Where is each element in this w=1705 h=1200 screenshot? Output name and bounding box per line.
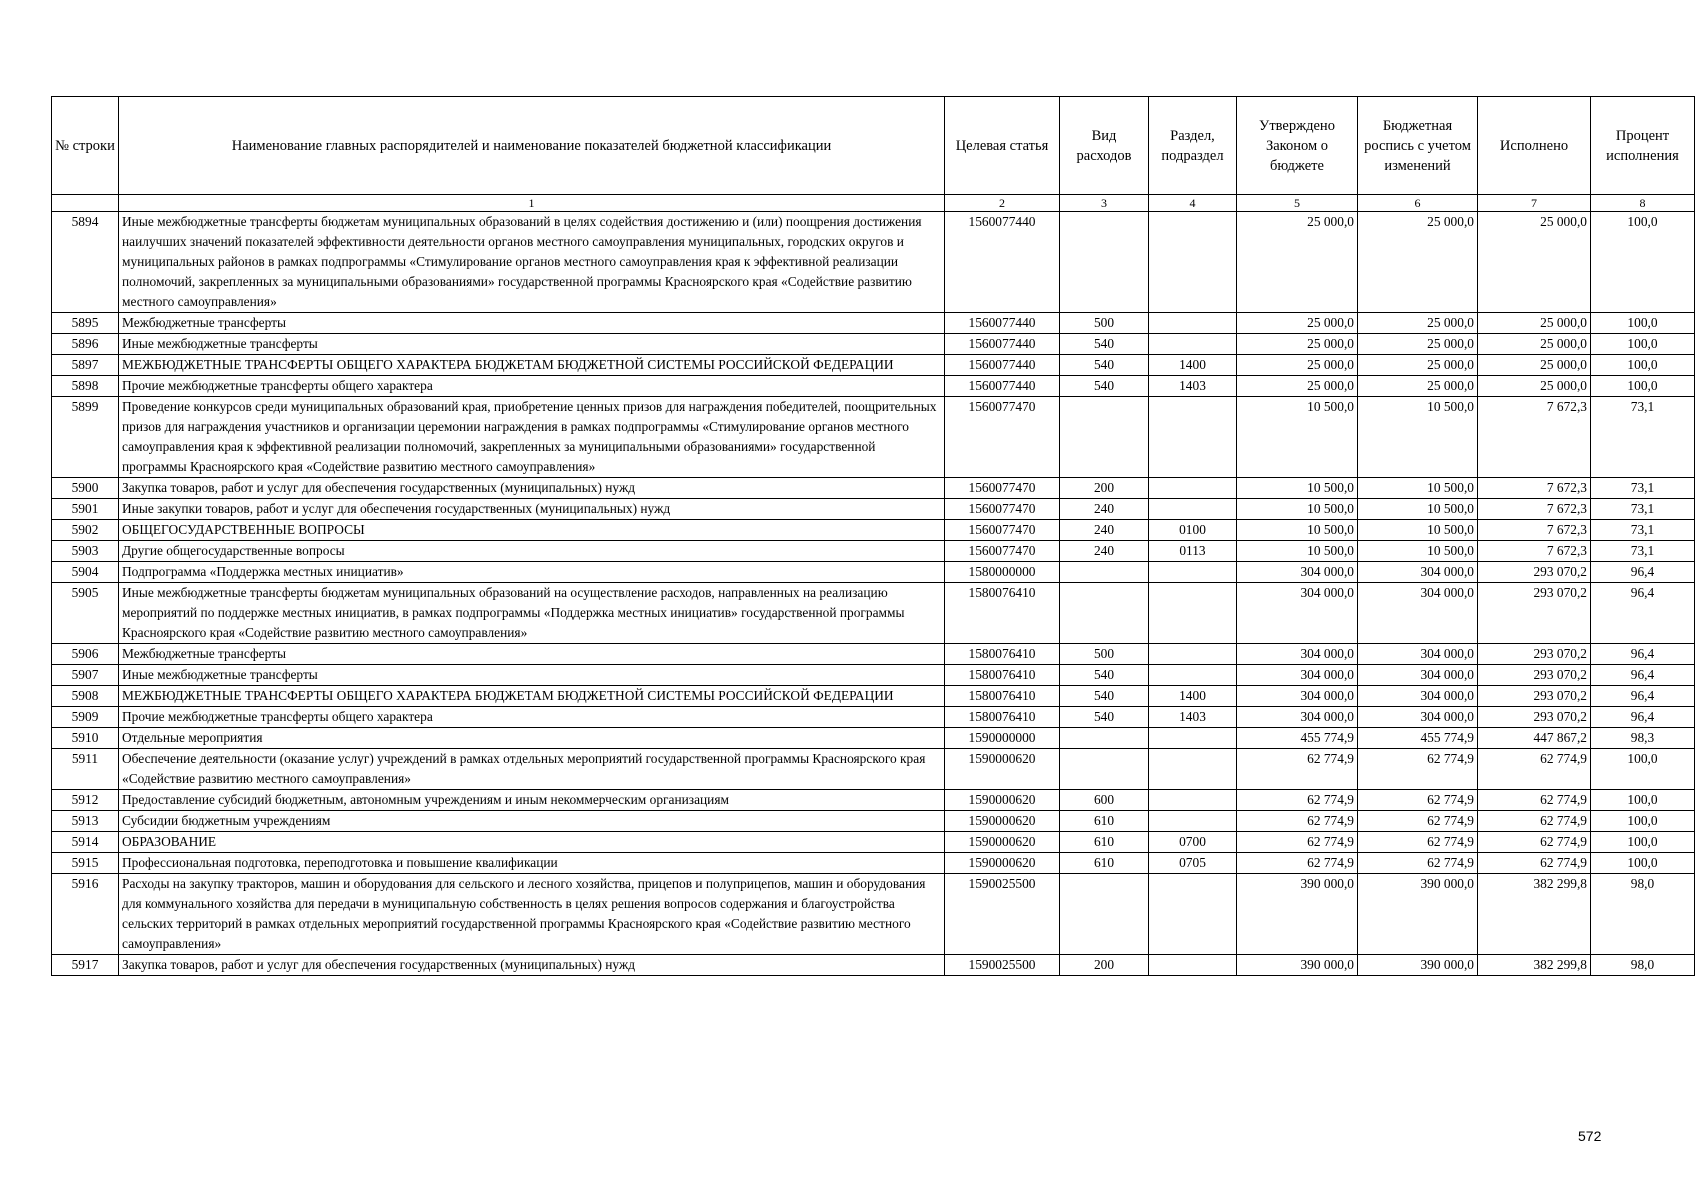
header-section: Раздел, подраздел (1149, 97, 1237, 195)
execution-percent: 96,4 (1591, 562, 1695, 583)
item-name: Другие общегосударственные вопросы (119, 541, 945, 562)
schedule-amount: 10 500,0 (1358, 397, 1478, 478)
execution-percent: 100,0 (1591, 313, 1695, 334)
item-name: ОБЩЕГОСУДАРСТВЕННЫЕ ВОПРОСЫ (119, 520, 945, 541)
target-article: 1560077470 (945, 541, 1060, 562)
column-number: 8 (1591, 195, 1695, 212)
item-name: Обеспечение деятельности (оказание услуг) учреждений в рамках отдельных мероприятий государственной программы Красноярского края «Содействие развитию местного самоуправления» (119, 749, 945, 790)
schedule-amount: 25 000,0 (1358, 355, 1478, 376)
executed-amount: 293 070,2 (1478, 562, 1591, 583)
schedule-amount: 304 000,0 (1358, 583, 1478, 644)
expense-type: 200 (1060, 478, 1149, 499)
table-row (52, 334, 1695, 355)
schedule-amount: 304 000,0 (1358, 686, 1478, 707)
approved-amount: 62 774,9 (1237, 749, 1358, 790)
approved-amount: 25 000,0 (1237, 313, 1358, 334)
target-article: 1590000620 (945, 790, 1060, 811)
schedule-amount: 62 774,9 (1358, 749, 1478, 790)
execution-percent: 100,0 (1591, 749, 1695, 790)
column-number: 4 (1149, 195, 1237, 212)
row-number: 5908 (52, 686, 119, 707)
execution-percent: 96,4 (1591, 665, 1695, 686)
section-code (1149, 790, 1237, 811)
item-name: Прочие межбюджетные трансферты общего характера (119, 376, 945, 397)
approved-amount: 62 774,9 (1237, 790, 1358, 811)
table-row (52, 520, 1695, 541)
schedule-amount: 25 000,0 (1358, 334, 1478, 355)
target-article: 1560077440 (945, 355, 1060, 376)
executed-amount: 25 000,0 (1478, 334, 1591, 355)
row-number: 5906 (52, 644, 119, 665)
row-number: 5909 (52, 707, 119, 728)
table-row (52, 397, 1695, 478)
expense-type: 240 (1060, 541, 1149, 562)
header-name: Наименование главных распорядителей и наименование показателей бюджетной классификации (119, 97, 945, 195)
target-article: 1580076410 (945, 644, 1060, 665)
executed-amount: 7 672,3 (1478, 520, 1591, 541)
table-row (52, 832, 1695, 853)
execution-percent: 96,4 (1591, 707, 1695, 728)
row-number: 5905 (52, 583, 119, 644)
expense-type (1060, 212, 1149, 313)
row-number: 5901 (52, 499, 119, 520)
expense-type: 610 (1060, 853, 1149, 874)
target-article: 1590000000 (945, 728, 1060, 749)
item-name: Межбюджетные трансферты (119, 313, 945, 334)
table-row (52, 811, 1695, 832)
expense-type (1060, 397, 1149, 478)
column-number: 5 (1237, 195, 1358, 212)
item-name: Иные межбюджетные трансферты (119, 665, 945, 686)
target-article: 1580076410 (945, 665, 1060, 686)
row-number: 5911 (52, 749, 119, 790)
execution-percent: 100,0 (1591, 832, 1695, 853)
execution-percent: 73,1 (1591, 478, 1695, 499)
item-name: Иные межбюджетные трансферты (119, 334, 945, 355)
row-number: 5898 (52, 376, 119, 397)
schedule-amount: 25 000,0 (1358, 313, 1478, 334)
expense-type (1060, 728, 1149, 749)
approved-amount: 304 000,0 (1237, 665, 1358, 686)
execution-percent: 96,4 (1591, 686, 1695, 707)
schedule-amount: 455 774,9 (1358, 728, 1478, 749)
row-number: 5902 (52, 520, 119, 541)
expense-type: 600 (1060, 790, 1149, 811)
table-row (52, 665, 1695, 686)
approved-amount: 10 500,0 (1237, 397, 1358, 478)
section-code (1149, 499, 1237, 520)
executed-amount: 293 070,2 (1478, 665, 1591, 686)
table-row (52, 707, 1695, 728)
executed-amount: 62 774,9 (1478, 790, 1591, 811)
schedule-amount: 10 500,0 (1358, 499, 1478, 520)
target-article: 1560077470 (945, 499, 1060, 520)
schedule-amount: 10 500,0 (1358, 541, 1478, 562)
section-code (1149, 665, 1237, 686)
table-row (52, 499, 1695, 520)
row-number: 5903 (52, 541, 119, 562)
schedule-amount: 10 500,0 (1358, 520, 1478, 541)
target-article: 1580076410 (945, 686, 1060, 707)
expense-type (1060, 749, 1149, 790)
table-row (52, 478, 1695, 499)
row-number: 5913 (52, 811, 119, 832)
row-number: 5910 (52, 728, 119, 749)
section-code: 0100 (1149, 520, 1237, 541)
executed-amount: 62 774,9 (1478, 832, 1591, 853)
execution-percent: 98,0 (1591, 874, 1695, 955)
target-article: 1560077440 (945, 376, 1060, 397)
approved-amount: 10 500,0 (1237, 478, 1358, 499)
item-name: Отдельные мероприятия (119, 728, 945, 749)
executed-amount: 7 672,3 (1478, 478, 1591, 499)
execution-percent: 100,0 (1591, 811, 1695, 832)
header-row-number: № строки (52, 97, 119, 195)
header-approved: Утверждено Законом о бюджете (1237, 97, 1358, 195)
execution-percent: 96,4 (1591, 583, 1695, 644)
approved-amount: 62 774,9 (1237, 832, 1358, 853)
schedule-amount: 62 774,9 (1358, 853, 1478, 874)
executed-amount: 62 774,9 (1478, 853, 1591, 874)
execution-percent: 73,1 (1591, 520, 1695, 541)
table-row (52, 955, 1695, 976)
item-name: Расходы на закупку тракторов, машин и оборудования для сельского и лесного хозяйства, прицепов и полуприцепов, машин и оборудования для коммунального хозяйства для передачи в муниципальную собственность в целях решения вопросов содержания и благоустройства сельских территорий в рамках отдельных мероприятий государственной программы Красноярского края «Содействие развитию местного самоуправления» (119, 874, 945, 955)
schedule-amount: 62 774,9 (1358, 811, 1478, 832)
section-code (1149, 749, 1237, 790)
expense-type: 540 (1060, 707, 1149, 728)
target-article: 1560077470 (945, 520, 1060, 541)
section-code: 1403 (1149, 376, 1237, 397)
row-number: 5895 (52, 313, 119, 334)
executed-amount: 25 000,0 (1478, 376, 1591, 397)
execution-percent: 73,1 (1591, 499, 1695, 520)
execution-percent: 100,0 (1591, 212, 1695, 313)
target-article: 1590000620 (945, 832, 1060, 853)
expense-type: 540 (1060, 334, 1149, 355)
header-row (52, 97, 1695, 195)
target-article: 1560077440 (945, 334, 1060, 355)
schedule-amount: 390 000,0 (1358, 874, 1478, 955)
row-number: 5914 (52, 832, 119, 853)
executed-amount: 7 672,3 (1478, 397, 1591, 478)
header-executed: Исполнено (1478, 97, 1591, 195)
item-name: Субсидии бюджетным учреждениям (119, 811, 945, 832)
expense-type (1060, 562, 1149, 583)
section-code (1149, 644, 1237, 665)
section-code (1149, 955, 1237, 976)
table-row (52, 874, 1695, 955)
target-article: 1560077470 (945, 397, 1060, 478)
item-name: Межбюджетные трансферты (119, 644, 945, 665)
approved-amount: 10 500,0 (1237, 541, 1358, 562)
approved-amount: 304 000,0 (1237, 686, 1358, 707)
column-number: 6 (1358, 195, 1478, 212)
schedule-amount: 10 500,0 (1358, 478, 1478, 499)
executed-amount: 62 774,9 (1478, 749, 1591, 790)
section-code (1149, 334, 1237, 355)
table-row (52, 313, 1695, 334)
schedule-amount: 25 000,0 (1358, 212, 1478, 313)
target-article: 1580076410 (945, 707, 1060, 728)
header-percent: Процент исполнения (1591, 97, 1695, 195)
page-number: 572 (1578, 1128, 1602, 1144)
item-name: МЕЖБЮДЖЕТНЫЕ ТРАНСФЕРТЫ ОБЩЕГО ХАРАКТЕРА БЮДЖЕТАМ БЮДЖЕТНОЙ СИСТЕМЫ РОССИЙСКОЙ ФЕДЕРАЦИИ (119, 686, 945, 707)
executed-amount: 25 000,0 (1478, 212, 1591, 313)
row-number: 5894 (52, 212, 119, 313)
expense-type: 610 (1060, 811, 1149, 832)
schedule-amount: 304 000,0 (1358, 644, 1478, 665)
section-code (1149, 728, 1237, 749)
column-number-row (52, 195, 1695, 212)
item-name: Подпрограмма «Поддержка местных инициатив» (119, 562, 945, 583)
table-body (52, 212, 1695, 976)
table-row (52, 376, 1695, 397)
item-name: Проведение конкурсов среди муниципальных образований края, приобретение ценных призов для награждения победителей, поощрительных призов для награждения участников и организации церемонии награждения в рамках подпрограммы «Стимулирование органов местного самоуправления края к эффективной реализации полномочий, закрепленных за муниципальными образованиями» государственной программы Красноярского края «Содействие развитию местного самоуправления» (119, 397, 945, 478)
table-row (52, 644, 1695, 665)
section-code: 1400 (1149, 686, 1237, 707)
header-expense-type: Вид расходов (1060, 97, 1149, 195)
schedule-amount: 62 774,9 (1358, 790, 1478, 811)
table-row (52, 749, 1695, 790)
schedule-amount: 304 000,0 (1358, 665, 1478, 686)
approved-amount: 62 774,9 (1237, 811, 1358, 832)
column-number: 2 (945, 195, 1060, 212)
approved-amount: 304 000,0 (1237, 707, 1358, 728)
item-name: Предоставление субсидий бюджетным, автономным учреждениям и иным некоммерческим организациям (119, 790, 945, 811)
section-code: 1403 (1149, 707, 1237, 728)
section-code (1149, 478, 1237, 499)
executed-amount: 293 070,2 (1478, 686, 1591, 707)
approved-amount: 25 000,0 (1237, 376, 1358, 397)
executed-amount: 25 000,0 (1478, 313, 1591, 334)
section-code (1149, 874, 1237, 955)
target-article: 1590025500 (945, 874, 1060, 955)
expense-type: 240 (1060, 499, 1149, 520)
execution-percent: 96,4 (1591, 644, 1695, 665)
expense-type: 240 (1060, 520, 1149, 541)
budget-table (51, 96, 1695, 976)
executed-amount: 447 867,2 (1478, 728, 1591, 749)
expense-type: 540 (1060, 355, 1149, 376)
column-number: 1 (119, 195, 945, 212)
approved-amount: 390 000,0 (1237, 874, 1358, 955)
expense-type: 500 (1060, 644, 1149, 665)
item-name: Закупка товаров, работ и услуг для обеспечения государственных (муниципальных) нужд (119, 478, 945, 499)
execution-percent: 100,0 (1591, 355, 1695, 376)
header-budget-schedule: Бюджетная роспись с учетом изменений (1358, 97, 1478, 195)
row-number: 5912 (52, 790, 119, 811)
schedule-amount: 304 000,0 (1358, 562, 1478, 583)
table-row (52, 562, 1695, 583)
item-name: МЕЖБЮДЖЕТНЫЕ ТРАНСФЕРТЫ ОБЩЕГО ХАРАКТЕРА БЮДЖЕТАМ БЮДЖЕТНОЙ СИСТЕМЫ РОССИЙСКОЙ ФЕДЕРАЦИИ (119, 355, 945, 376)
execution-percent: 98,3 (1591, 728, 1695, 749)
execution-percent: 100,0 (1591, 376, 1695, 397)
approved-amount: 10 500,0 (1237, 520, 1358, 541)
target-article: 1590000620 (945, 749, 1060, 790)
execution-percent: 100,0 (1591, 853, 1695, 874)
item-name: Иные закупки товаров, работ и услуг для обеспечения государственных (муниципальных) нужд (119, 499, 945, 520)
approved-amount: 62 774,9 (1237, 853, 1358, 874)
executed-amount: 7 672,3 (1478, 499, 1591, 520)
table-row (52, 212, 1695, 313)
target-article: 1590000620 (945, 811, 1060, 832)
executed-amount: 293 070,2 (1478, 707, 1591, 728)
executed-amount: 382 299,8 (1478, 874, 1591, 955)
section-code: 0700 (1149, 832, 1237, 853)
section-code: 0113 (1149, 541, 1237, 562)
row-number: 5915 (52, 853, 119, 874)
executed-amount: 382 299,8 (1478, 955, 1591, 976)
executed-amount: 293 070,2 (1478, 644, 1591, 665)
approved-amount: 25 000,0 (1237, 334, 1358, 355)
approved-amount: 25 000,0 (1237, 212, 1358, 313)
section-code: 0705 (1149, 853, 1237, 874)
expense-type: 500 (1060, 313, 1149, 334)
schedule-amount: 62 774,9 (1358, 832, 1478, 853)
table-row (52, 853, 1695, 874)
section-code (1149, 811, 1237, 832)
table-row (52, 583, 1695, 644)
approved-amount: 304 000,0 (1237, 583, 1358, 644)
section-code (1149, 562, 1237, 583)
table-row (52, 728, 1695, 749)
expense-type: 540 (1060, 665, 1149, 686)
approved-amount: 390 000,0 (1237, 955, 1358, 976)
expense-type: 540 (1060, 376, 1149, 397)
item-name: Прочие межбюджетные трансферты общего характера (119, 707, 945, 728)
target-article: 1580076410 (945, 583, 1060, 644)
table-row (52, 790, 1695, 811)
approved-amount: 455 774,9 (1237, 728, 1358, 749)
row-number: 5904 (52, 562, 119, 583)
row-number: 5917 (52, 955, 119, 976)
section-code (1149, 397, 1237, 478)
target-article: 1580000000 (945, 562, 1060, 583)
item-name: Профессиональная подготовка, переподготовка и повышение квалификации (119, 853, 945, 874)
target-article: 1590000620 (945, 853, 1060, 874)
item-name: Иные межбюджетные трансферты бюджетам муниципальных образований в целях содействия достижению и (или) поощрения достижения наилучших значений показателей эффективности деятельности органов местного самоуправления муниципальных, городских округов и муниципальных районов в рамках подпрограммы «Стимулирование органов местного самоуправления края к эффективной реализации полномочий, закрепленных за муниципальными образованиями» государственной программы Красноярского края «Содействие развитию местного самоуправления» (119, 212, 945, 313)
expense-type: 200 (1060, 955, 1149, 976)
approved-amount: 25 000,0 (1237, 355, 1358, 376)
target-article: 1560077440 (945, 313, 1060, 334)
schedule-amount: 304 000,0 (1358, 707, 1478, 728)
header-target-article: Целевая статья (945, 97, 1060, 195)
schedule-amount: 390 000,0 (1358, 955, 1478, 976)
execution-percent: 98,0 (1591, 955, 1695, 976)
row-number: 5907 (52, 665, 119, 686)
execution-percent: 73,1 (1591, 541, 1695, 562)
table-row (52, 355, 1695, 376)
approved-amount: 10 500,0 (1237, 499, 1358, 520)
row-number: 5897 (52, 355, 119, 376)
item-name: Закупка товаров, работ и услуг для обеспечения государственных (муниципальных) нужд (119, 955, 945, 976)
row-number: 5899 (52, 397, 119, 478)
table-row (52, 541, 1695, 562)
target-article: 1590025500 (945, 955, 1060, 976)
executed-amount: 62 774,9 (1478, 811, 1591, 832)
row-number: 5916 (52, 874, 119, 955)
execution-percent: 73,1 (1591, 397, 1695, 478)
expense-type (1060, 874, 1149, 955)
section-code (1149, 212, 1237, 313)
column-number (52, 195, 119, 212)
section-code (1149, 583, 1237, 644)
executed-amount: 293 070,2 (1478, 583, 1591, 644)
section-code: 1400 (1149, 355, 1237, 376)
table-row (52, 686, 1695, 707)
item-name: ОБРАЗОВАНИЕ (119, 832, 945, 853)
approved-amount: 304 000,0 (1237, 644, 1358, 665)
item-name: Иные межбюджетные трансферты бюджетам муниципальных образований на осуществление расходов, направленных на реализацию мероприятий по поддержке местных инициатив, в рамках подпрограммы «Поддержка местных инициатив» государственной программы Красноярского края «Содействие развитию местного самоуправления» (119, 583, 945, 644)
execution-percent: 100,0 (1591, 334, 1695, 355)
section-code (1149, 313, 1237, 334)
expense-type: 610 (1060, 832, 1149, 853)
column-number: 7 (1478, 195, 1591, 212)
execution-percent: 100,0 (1591, 790, 1695, 811)
expense-type: 540 (1060, 686, 1149, 707)
expense-type (1060, 583, 1149, 644)
schedule-amount: 25 000,0 (1358, 376, 1478, 397)
approved-amount: 304 000,0 (1237, 562, 1358, 583)
target-article: 1560077470 (945, 478, 1060, 499)
target-article: 1560077440 (945, 212, 1060, 313)
row-number: 5900 (52, 478, 119, 499)
column-number: 3 (1060, 195, 1149, 212)
row-number: 5896 (52, 334, 119, 355)
executed-amount: 25 000,0 (1478, 355, 1591, 376)
executed-amount: 7 672,3 (1478, 541, 1591, 562)
